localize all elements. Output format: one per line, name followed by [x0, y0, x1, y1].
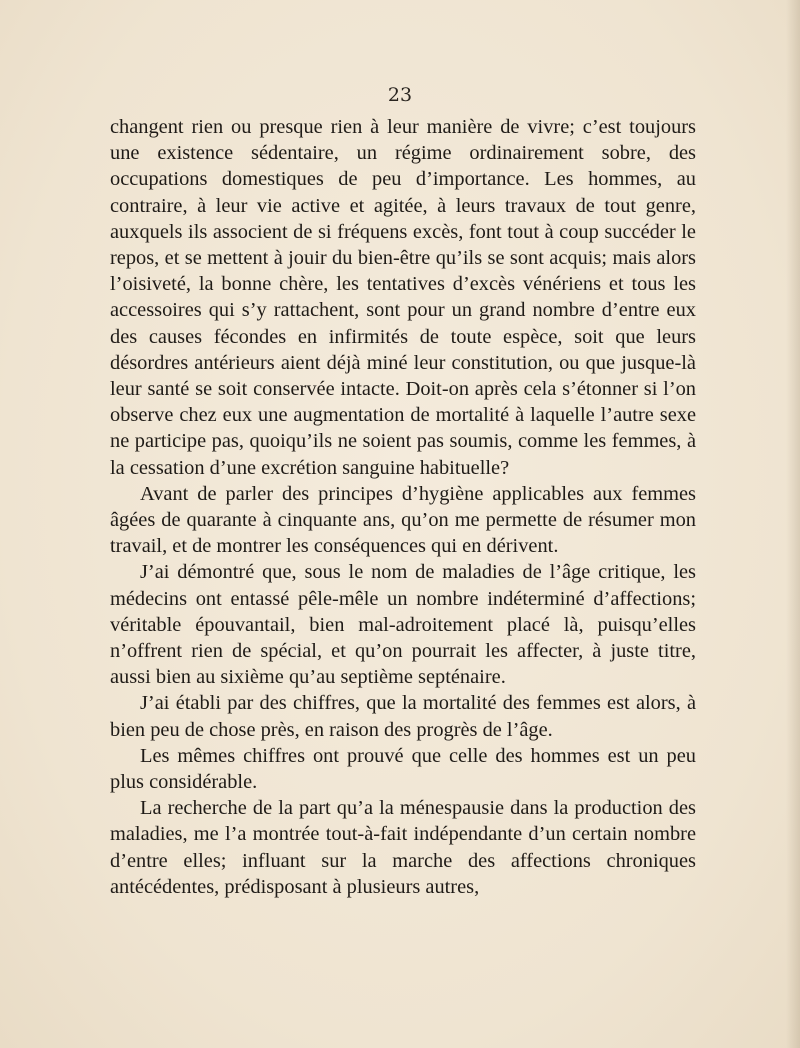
body-text	[110, 114, 696, 900]
paragraph: J’ai démontré que, sous le nom de maladies de l’âge critique, les médecins ont entassé pêle-mêle un nombre indéterminé d’affections; véritable épouvantail, bien mal-adroitement placé là, puisqu’elles n’offrent rien de spécial, et qu’on pourrait les affecter, à juste titre, aussi bien au sixième qu’au septième septénaire.	[110, 561, 696, 689]
paragraph: Les mêmes chiffres ont prouvé que celle des hommes est un peu plus considérable.	[110, 744, 696, 794]
page-edge-shadow	[786, 0, 800, 1048]
paragraph: J’ai établi par des chiffres, que la mortalité des femmes est alors, à bien peu de chose près, en raison des progrès de l’âge.	[110, 692, 696, 741]
paragraph-continued: changent rien ou presque rien à leur manière de vivre; c’est toujours une existence sédentaire, un régime ordinairement sobre, des occupations domestiques de peu d’importance. Les hommes, au contraire, à leur vie active et agitée, à leurs travaux de tout genre, auxquels ils associent de si fréquens excès, font tout à coup succéder le repos, et se mettent à jouir du bien-être qu’ils se sont acquis; mais alors l’oisiveté, la bonne chère, les tentatives d’excès vénériens et tous les accessoires qui s’y rattachent, sont pour un grand nombre d’entre eux des causes fécondes en infirmités de toute espèce, soit que leurs désordres antérieurs aient déjà miné leur constitution, ou que jusque-là leur santé se soit conservée intacte. Doit-on après cela s’étonner si l’on observe chez eux une augmentation de mortalité à laquelle l’autre sexe ne participe pas, quoiqu’ils ne soient pas soumis, comme les femmes, à la cessation d’une excrétion sanguine habituelle?	[110, 116, 696, 479]
paragraph: Avant de parler des principes d’hygiène applicables aux femmes âgées de quarante à cinquante ans, qu’on me permette de résumer mon travail, et de montrer les conséquences qui en dérivent.	[110, 482, 696, 558]
paragraph: La recherche de la part qu’a la ménespausie dans la production des maladies, me l’a montrée tout-à-fait indépendante d’un certain nombre d’entre elles; influant sur la marche des affections chroniques antécédentes, prédisposant à plusieurs autres,	[110, 797, 696, 898]
page-number: 23	[387, 84, 413, 106]
